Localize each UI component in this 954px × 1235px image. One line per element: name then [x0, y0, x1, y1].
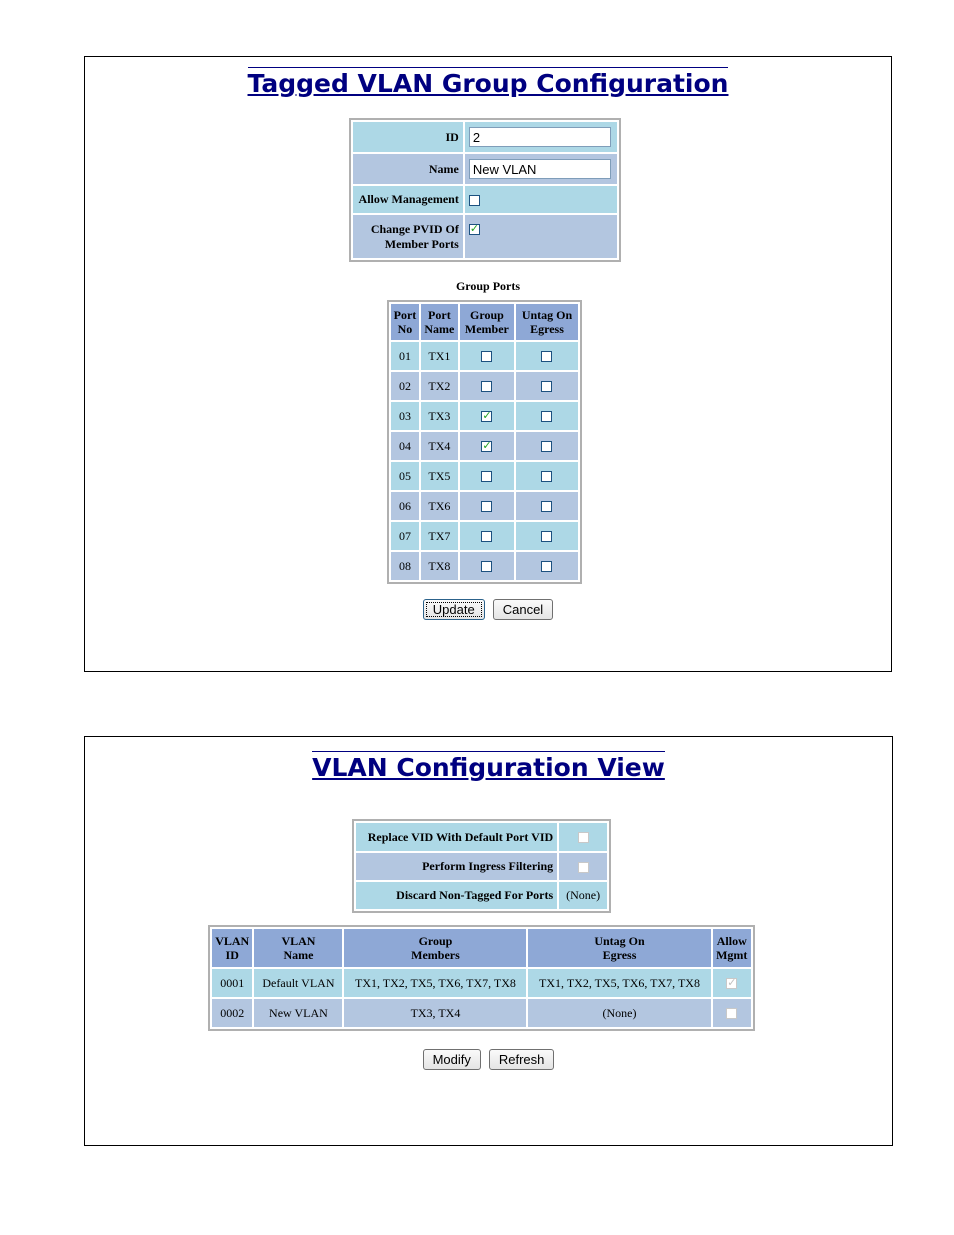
- group-member-checkbox[interactable]: [481, 441, 492, 452]
- port-name: TX8: [421, 552, 458, 580]
- vlan-id: 0002: [212, 999, 252, 1027]
- port-name: TX2: [421, 372, 458, 400]
- vlan-untag-egress: TX1, TX2, TX5, TX6, TX7, TX8: [528, 969, 710, 997]
- untag-egress-checkbox[interactable]: [541, 531, 552, 542]
- update-button[interactable]: Update: [423, 599, 485, 620]
- vlan-group-members: TX1, TX2, TX5, TX6, TX7, TX8: [344, 969, 526, 997]
- vlan-options-table: [352, 819, 611, 913]
- group-member-checkbox[interactable]: [481, 411, 492, 422]
- allow-mgmt-header: Allow Mgmt: [713, 929, 751, 967]
- vlan-name-header: VLAN Name: [254, 929, 342, 967]
- untag-egress-header: Untag On Egress: [528, 929, 710, 967]
- change-pvid-label-line2: Member Ports: [384, 236, 459, 251]
- port-no-header: Port No: [391, 304, 419, 340]
- table-row: [391, 402, 578, 430]
- vlan-untag-egress: (None): [528, 999, 710, 1027]
- untag-egress-checkbox[interactable]: [541, 381, 552, 392]
- port-name: TX6: [421, 492, 458, 520]
- table-row[interactable]: [212, 999, 751, 1027]
- group-member-checkbox[interactable]: [481, 351, 492, 362]
- port-name: TX1: [421, 342, 458, 370]
- untag-egress-checkbox[interactable]: [541, 441, 552, 452]
- change-pvid-label: [353, 215, 463, 258]
- allow-management-checkbox[interactable]: [469, 195, 480, 206]
- untag-egress-checkbox[interactable]: [541, 471, 552, 482]
- vlan-list-table: [208, 925, 755, 1031]
- refresh-button[interactable]: Refresh: [489, 1049, 555, 1070]
- group-member-checkbox[interactable]: [481, 501, 492, 512]
- page-title: VLAN Configuration View: [312, 753, 665, 782]
- vlan-form-table: [349, 118, 621, 262]
- port-name: TX7: [421, 522, 458, 550]
- group-ports-label: Group Ports: [455, 279, 521, 293]
- untag-egress-checkbox[interactable]: [541, 351, 552, 362]
- vlan-id-header: VLAN ID: [212, 929, 252, 967]
- group-member-checkbox[interactable]: [481, 561, 492, 572]
- port-no: 05: [391, 462, 419, 490]
- allow-mgmt-checkbox: [726, 1008, 737, 1019]
- vlan-id: 0001: [212, 969, 252, 997]
- group-member-checkbox[interactable]: [481, 531, 492, 542]
- table-row: [391, 522, 578, 550]
- table-row: [391, 492, 578, 520]
- untag-egress-header: Untag On Egress: [516, 304, 578, 340]
- table-row: [391, 552, 578, 580]
- untag-egress-checkbox[interactable]: [541, 561, 552, 572]
- port-no: 06: [391, 492, 419, 520]
- port-no: 01: [391, 342, 419, 370]
- group-member-checkbox[interactable]: [481, 381, 492, 392]
- vlan-name: New VLAN: [254, 999, 342, 1027]
- vlan-name-input[interactable]: [469, 159, 611, 179]
- table-row[interactable]: [212, 969, 751, 997]
- discard-non-tagged-label: Discard Non-Tagged For Ports: [356, 882, 557, 909]
- vlan-group-members: TX3, TX4: [344, 999, 526, 1027]
- port-no: 02: [391, 372, 419, 400]
- port-no: 07: [391, 522, 419, 550]
- allow-management-label: Allow Management: [353, 186, 463, 213]
- port-name: TX5: [421, 462, 458, 490]
- replace-vid-checkbox: [578, 832, 589, 843]
- untag-egress-checkbox[interactable]: [541, 501, 552, 512]
- port-name: TX4: [421, 432, 458, 460]
- discard-non-tagged-value: (None): [559, 882, 607, 909]
- port-name-header: Port Name: [421, 304, 458, 340]
- port-no: 03: [391, 402, 419, 430]
- vlan-config-view-panel: [84, 736, 893, 1146]
- vlan-name: Default VLAN: [254, 969, 342, 997]
- table-row: [391, 372, 578, 400]
- tagged-vlan-config-panel: [84, 56, 892, 672]
- id-label: ID: [353, 122, 463, 152]
- ingress-filtering-checkbox: [578, 862, 589, 873]
- group-member-header: Group Member: [460, 304, 514, 340]
- name-label: Name: [353, 154, 463, 184]
- allow-mgmt-checkbox: [726, 978, 737, 989]
- table-row: [391, 462, 578, 490]
- view-buttons: [85, 1049, 892, 1070]
- table-row: [391, 342, 578, 370]
- group-ports-table: [387, 300, 582, 584]
- untag-egress-checkbox[interactable]: [541, 411, 552, 422]
- replace-vid-label: Replace VID With Default Port VID: [356, 823, 557, 851]
- table-row: [391, 432, 578, 460]
- port-no: 08: [391, 552, 419, 580]
- ingress-filtering-label: Perform Ingress Filtering: [356, 853, 557, 880]
- cancel-button[interactable]: Cancel: [493, 599, 553, 620]
- port-name: TX3: [421, 402, 458, 430]
- port-no: 04: [391, 432, 419, 460]
- group-member-checkbox[interactable]: [481, 471, 492, 482]
- vlan-id-input[interactable]: [469, 127, 611, 147]
- modify-button[interactable]: Modify: [423, 1049, 481, 1070]
- change-pvid-label-line1: Change PVID Of: [370, 221, 459, 236]
- change-pvid-checkbox[interactable]: [469, 224, 480, 235]
- group-members-header: Group Members: [344, 929, 526, 967]
- form-buttons: [85, 599, 891, 620]
- page-title: Tagged VLAN Group Configuration: [247, 69, 729, 98]
